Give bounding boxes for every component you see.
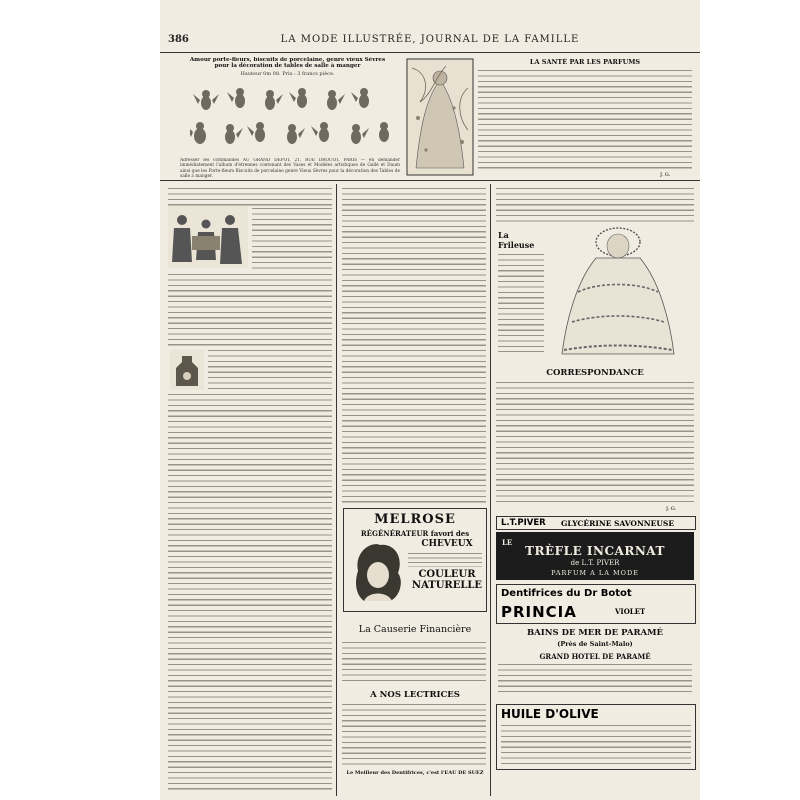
piver-ad2-line2: TRÈFLE INCARNAT <box>525 544 665 558</box>
figurines-title-line1: Amour porte-fleurs, biscuits de porcelaine, genre vieux Sèvres <box>189 57 386 63</box>
piver-trefle-ad <box>496 532 694 580</box>
frileuse-text <box>498 252 544 352</box>
lectrices-title: A NOS LECTRICES <box>370 690 460 700</box>
section-rule <box>160 180 700 181</box>
melrose-tag <box>408 569 486 591</box>
sante-signature: J. G. <box>660 172 671 178</box>
piver-ad1-text: GLYCÉRINE SAVONNEUSE <box>561 519 675 528</box>
bains-hotel: GRAND HOTEL DE PARAMÉ <box>539 652 651 661</box>
frileuse-title-line2: Frileuse <box>498 240 535 250</box>
sante-title: LA SANTÉ PAR LES PARFUMS <box>529 58 641 66</box>
bains-text <box>498 662 692 692</box>
page-number: 386 <box>168 34 189 45</box>
frileuse-cape-illustration <box>548 222 688 360</box>
journal-title: LA MODE ILLUSTRÉE, JOURNAL DE LA FAMILLE <box>280 34 580 45</box>
frileuse-title-line1: La <box>498 230 509 240</box>
botot-princia-ad <box>496 584 696 624</box>
figurines-title-block <box>175 57 400 77</box>
bains-title: BAINS DE MER DE PARAMÉ <box>526 628 664 638</box>
sante-article-text <box>478 68 692 172</box>
huile-title: HUILE D'OLIVE <box>501 707 599 721</box>
melrose-line2: CHEVEUX <box>421 539 473 549</box>
journal-page <box>160 0 700 800</box>
melrose-tag-line2: NATURELLE <box>411 580 483 591</box>
melrose-woman-portrait <box>350 541 406 605</box>
column3-intro-text <box>496 186 694 222</box>
perfume-engraving-illustration <box>406 58 474 176</box>
lectrices-footer: Le Meilleur des Dentifrices, c'est l'EAU DE SUEZ <box>346 770 484 776</box>
column-divider-2 <box>490 184 491 796</box>
melrose-tag-line1: COULEUR <box>418 569 476 580</box>
melrose-brand: MELROSE <box>374 512 456 527</box>
page-header <box>160 34 700 50</box>
correspondance-text <box>496 380 694 504</box>
botot-text: Dentifrices du Dr Botot <box>501 588 632 599</box>
figurines-subtitle: Hauteur 0m 08. Prix : 3 francs pièce. <box>240 71 335 77</box>
column-divider-1 <box>336 184 337 796</box>
princia-text: VIOLET <box>615 607 646 616</box>
melrose-small-text <box>408 551 482 567</box>
huile-text <box>501 723 691 765</box>
piver-ad2-line1: LE <box>502 538 513 547</box>
huile-olive-ad <box>496 704 696 770</box>
piver-ad1-brand: L.T.PIVER <box>501 518 546 528</box>
lectrices-text <box>342 702 486 766</box>
figurines-caption: Adresser les commandes AU GRAND DÉPOT, 21, RUE DROUOT, PARIS — en demander immédiatement l'album d'étrennes contenant des Vases et Modèles artistiques de Gallé et Daum ainsi que les Porte-fleurs Biscuits de porcelaine genre Vieux Sèvres pour la décoration des Tables de salle à manger. <box>180 158 400 180</box>
column2-article-text <box>342 186 486 504</box>
piver-ad2-line3: de L.T. PIVER <box>570 559 620 567</box>
princia-brand: PRINCIA <box>501 603 577 621</box>
piver-ad2-line4: PARFUM A LA MODE <box>551 569 639 577</box>
column1-article-text <box>168 186 332 796</box>
causerie-text <box>342 640 486 684</box>
correspondance-title: CORRESPONDANCE <box>546 368 644 378</box>
bains-subtitle: (Près de Saint-Malo) <box>557 640 633 648</box>
figurines-title-line2: pour la décoration de tables de salle à manger <box>214 63 361 69</box>
correspondance-signature: J. G. <box>666 506 677 512</box>
melrose-ad <box>343 508 487 612</box>
cherub-figurines-illustration <box>190 82 395 154</box>
header-rule <box>160 52 700 53</box>
frileuse-title <box>498 230 544 250</box>
melrose-line1: RÉGÉNÉRATEUR favori des <box>360 529 470 538</box>
piver-glycerine-ad <box>496 516 696 530</box>
causerie-title: La Causerie Financière <box>358 624 472 635</box>
